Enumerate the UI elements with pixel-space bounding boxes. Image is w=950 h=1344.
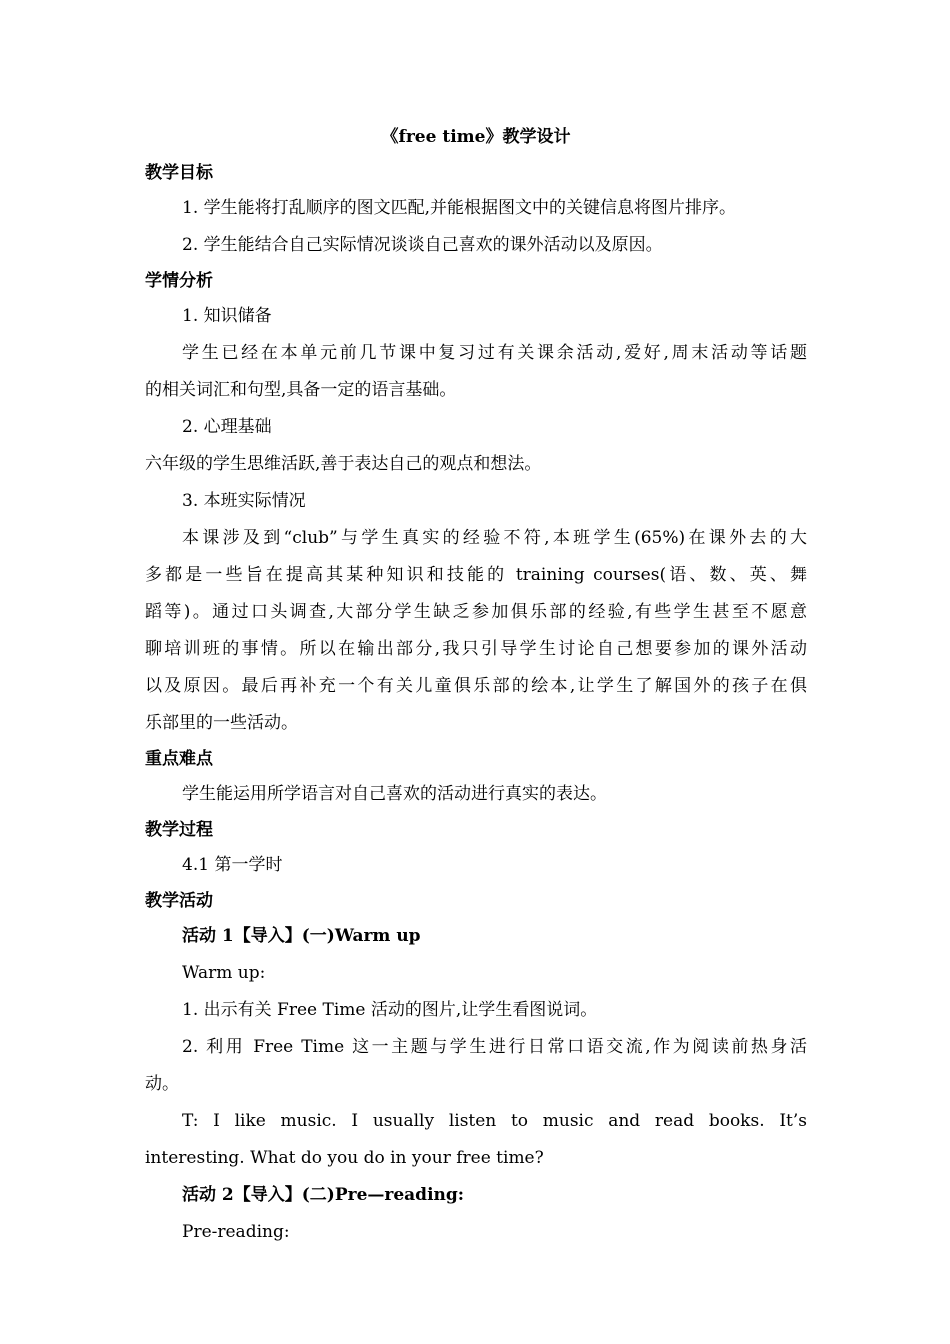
paragraph-line: 学生已经在本单元前几节课中复习过有关课余活动,爱好,周末活动等话题 (182, 343, 807, 363)
paragraph-line: 的相关词汇和句型,具备一定的语言基础。 (145, 380, 457, 400)
paragraph-line: Pre-reading: (182, 1222, 290, 1242)
heading-goals: 教学目标 (145, 163, 213, 183)
activity-title: 活动 2【导入】(二)Pre—reading: (182, 1185, 465, 1205)
heading-analysis: 学情分析 (145, 271, 213, 291)
paragraph-line: 聊培训班的事情。所以在输出部分,我只引导学生讨论自己想要参加的课外活动 (145, 639, 807, 659)
paragraph-line: 乐部里的一些活动。 (145, 713, 298, 733)
paragraph-line: 1. 出示有关 Free Time 活动的图片,让学生看图说词。 (182, 1000, 598, 1020)
paragraph-line: 以及原因。最后再补充一个有关儿童俱乐部的绘本,让学生了解国外的孩子在俱 (145, 676, 807, 696)
document-body (145, 118, 807, 1251)
activity-title: 活动 1【导入】(一)Warm up (182, 926, 421, 946)
paragraph-line: 多都是一些旨在提高其某种知识和技能的 training courses(语、数、英、舞 (145, 565, 807, 585)
goal-item: 1. 学生能将打乱顺序的图文匹配,并能根据图文中的关键信息将图片排序。 (182, 198, 737, 218)
document-title: 《free time》教学设计 (381, 127, 571, 147)
analysis-subtitle: 2. 心理基础 (182, 417, 272, 437)
paragraph-line: 2. 利用 Free Time 这一主题与学生进行日常口语交流,作为阅读前热身活 (182, 1037, 807, 1057)
paragraph-line: Warm up: (182, 963, 266, 983)
paragraph-line: 蹈等)。通过口头调查,大部分学生缺乏参加俱乐部的经验,有些学生甚至不愿意 (145, 602, 807, 622)
paragraph-line: 4.1 第一学时 (182, 855, 283, 875)
heading-activities: 教学活动 (145, 891, 213, 911)
paragraph-line: 学生能运用所学语言对自己喜欢的活动进行真实的表达。 (182, 784, 607, 804)
paragraph-line: 动。 (145, 1074, 179, 1094)
analysis-subtitle: 3. 本班实际情况 (182, 491, 306, 511)
heading-key-points: 重点难点 (145, 749, 213, 769)
analysis-subtitle: 1. 知识储备 (182, 306, 272, 326)
paragraph-line: 六年级的学生思维活跃,善于表达自己的观点和想法。 (145, 454, 542, 474)
goal-item: 2. 学生能结合自己实际情况谈谈自己喜欢的课外活动以及原因。 (182, 235, 663, 255)
paragraph-line: T: I like music. I usually listen to music and read books. It’s (182, 1111, 807, 1131)
paragraph-line: 本课涉及到“club”与学生真实的经验不符,本班学生(65%)在课外去的大 (182, 528, 807, 548)
heading-process: 教学过程 (145, 820, 213, 840)
paragraph-line: interesting. What do you do in your free time? (145, 1148, 544, 1168)
